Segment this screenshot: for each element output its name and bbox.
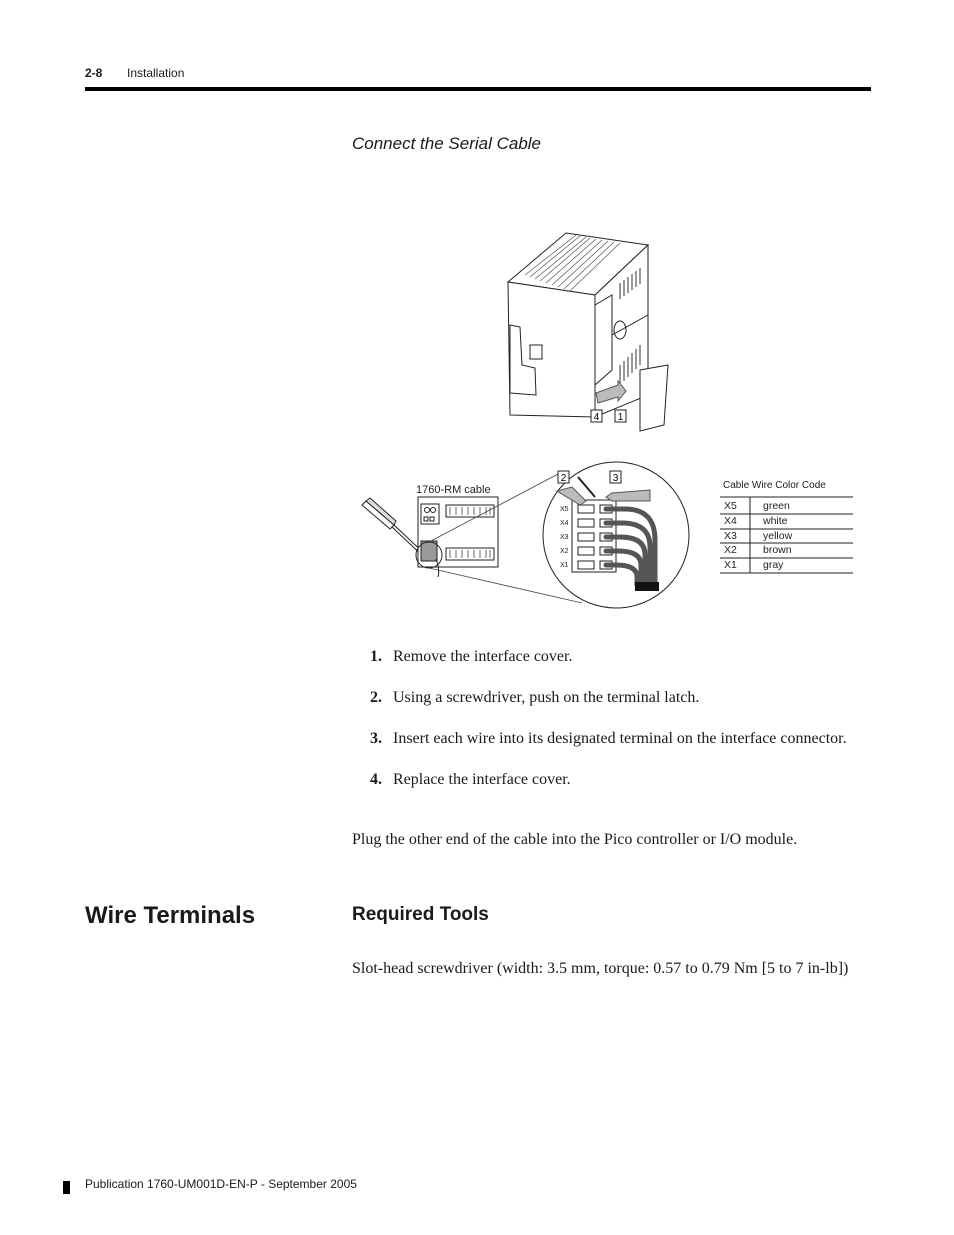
step-item xyxy=(352,769,872,790)
svg-text:3: 3 xyxy=(612,473,619,484)
wire-terminals-heading: Wire Terminals xyxy=(85,902,256,929)
publication-footer: Publication 1760-UM001D-EN-P - September 2005 xyxy=(85,1177,357,1191)
step-number: 4. xyxy=(370,771,382,788)
step-item xyxy=(352,687,872,708)
callout-3 xyxy=(610,471,621,484)
color-row-terminal: X2 xyxy=(724,544,737,556)
svg-text:X1: X1 xyxy=(560,562,569,569)
footer-marker xyxy=(63,1181,70,1194)
header-rule xyxy=(85,87,871,91)
svg-text:X5: X5 xyxy=(560,506,569,513)
color-row-color: brown xyxy=(763,544,792,556)
required-tools-heading: Required Tools xyxy=(352,904,489,925)
step-number: 3. xyxy=(370,730,382,747)
callout-4 xyxy=(591,410,602,423)
interface-connector-drawing xyxy=(416,497,498,577)
step-text: Insert each wire into its designated terminal on the interface connector. xyxy=(393,730,847,747)
svg-text:X3: X3 xyxy=(560,534,569,541)
color-row-color: white xyxy=(763,515,788,527)
color-row-terminal: X4 xyxy=(724,515,737,527)
color-row-color: yellow xyxy=(763,530,793,542)
step-item xyxy=(352,646,872,667)
step-text: Using a screwdriver, push on the terminal latch. xyxy=(393,689,700,706)
callout-2 xyxy=(558,471,569,484)
svg-text:2: 2 xyxy=(560,473,567,484)
svg-text:1: 1 xyxy=(617,412,624,423)
color-table-title: Cable Wire Color Code xyxy=(723,480,826,491)
required-tools-text: Slot-head screwdriver (width: 3.5 mm, torque: 0.57 to 0.79 Nm [5 to 7 in-lb]) xyxy=(352,960,849,977)
plug-instruction: Plug the other end of the cable into the Pico controller or I/O module. xyxy=(352,831,798,848)
svg-text:X4: X4 xyxy=(560,520,569,527)
cable-color-table xyxy=(720,480,853,573)
figure-caption: Connect the Serial Cable xyxy=(352,134,542,153)
color-row-terminal: X1 xyxy=(724,559,737,571)
color-row-terminal: X3 xyxy=(724,530,737,542)
color-row-color: green xyxy=(763,500,790,512)
color-row-color: gray xyxy=(763,559,784,571)
page-number: 2-8 xyxy=(85,66,103,80)
section-title: Installation xyxy=(127,66,185,80)
serial-cable-figure xyxy=(350,225,880,620)
controller-module-drawing xyxy=(508,233,668,431)
svg-text:4: 4 xyxy=(593,412,600,423)
cable-label: 1760-RM cable xyxy=(416,484,491,496)
instruction-steps xyxy=(352,646,872,810)
callout-1 xyxy=(615,410,626,423)
color-row-terminal: X5 xyxy=(724,500,737,512)
step-item xyxy=(352,728,872,749)
step-number: 1. xyxy=(370,648,382,665)
step-text: Replace the interface cover. xyxy=(393,771,571,788)
svg-text:X2: X2 xyxy=(560,548,569,555)
step-number: 2. xyxy=(370,689,382,706)
step-text: Remove the interface cover. xyxy=(393,648,573,665)
